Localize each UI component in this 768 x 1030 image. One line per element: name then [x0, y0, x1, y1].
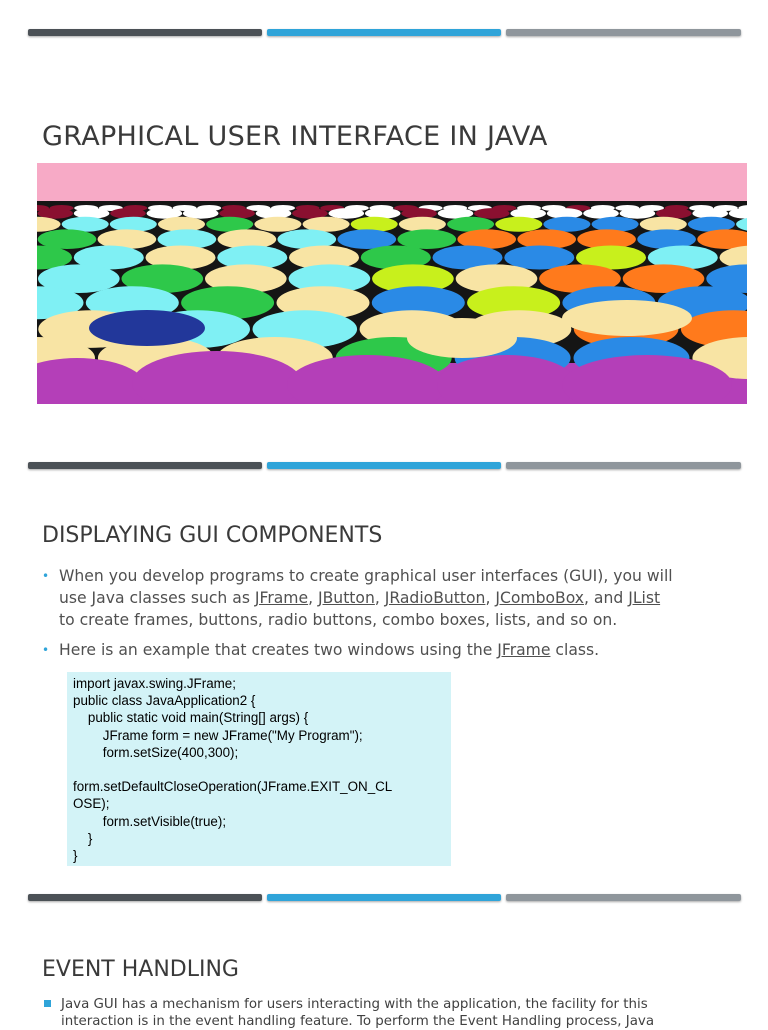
bullet-text: When you develop programs to create graphical user interfaces (GUI), you will [59, 567, 673, 585]
code-line: JFrame form = new JFrame("My Program"); [73, 727, 363, 743]
bullet-text: Here is an example that creates two windows using the [59, 641, 498, 659]
divider-segment-gray [506, 462, 741, 469]
divider-segment-blue [267, 29, 501, 36]
list-item [42, 565, 732, 631]
bullet-list [42, 565, 732, 661]
hero-image [37, 163, 747, 404]
bullet-icon: • [42, 569, 50, 583]
bullet-list [44, 996, 734, 1030]
divider-segment-dark [28, 462, 262, 469]
bullet-text: class. [550, 641, 600, 659]
code-line: OSE); [73, 796, 110, 812]
section-heading: DISPLAYING GUI COMPONENTS [42, 523, 383, 548]
divider-segment-blue [267, 894, 501, 901]
divider-segment-dark [28, 894, 262, 901]
divider-segment-blue [267, 462, 501, 469]
code-line: form.setVisible(true); [73, 813, 227, 829]
code-line: public static void main(String[] args) { [73, 710, 309, 726]
divider-segment-dark [28, 29, 262, 36]
code-line: } [73, 830, 93, 846]
jframe-link[interactable]: JFrame [254, 589, 309, 607]
separator-text: , and [584, 589, 629, 607]
divider-segment-gray [506, 29, 741, 36]
slide-title: GRAPHICAL USER INTERFACE IN JAVA [42, 121, 548, 152]
square-bullet-icon [44, 1000, 51, 1007]
jradiobutton-link[interactable]: JRadioButton [384, 589, 486, 607]
divider-segment-gray [506, 894, 741, 901]
code-line: form.setDefaultCloseOperation(JFrame.EXIT_ON_CL [73, 779, 393, 795]
code-line: } [73, 848, 78, 864]
code-line: import javax.swing.JFrame; [73, 676, 236, 691]
list-item [42, 639, 732, 661]
bullet-text: use Java classes such as [59, 589, 255, 607]
jframe-link[interactable]: JFrame [497, 641, 551, 659]
separator-text: , [485, 589, 496, 607]
jbutton-link[interactable]: JButton [318, 589, 375, 607]
bullet-text: interaction is in the event handling feature. To perform the Event Handling process, Java [61, 1014, 655, 1029]
jlist-link[interactable]: JList [628, 589, 661, 607]
separator-text: , [308, 589, 319, 607]
bullet-icon: • [42, 643, 50, 657]
list-item [44, 996, 734, 1030]
slide-divider [28, 29, 741, 37]
section-heading: EVENT HANDLING [42, 957, 239, 982]
code-line: form.setSize(400,300); [73, 744, 239, 760]
separator-text: , [374, 589, 385, 607]
bullet-text: to create frames, buttons, radio buttons, combo boxes, lists, and so on. [59, 611, 618, 629]
code-line: public class JavaApplication2 { [73, 693, 256, 709]
code-line [73, 761, 445, 778]
slide-divider [28, 894, 741, 902]
code-block [67, 672, 451, 866]
bullet-text: Java GUI has a mechanism for users interacting with the application, the facility for this [61, 997, 648, 1012]
jcombobox-link[interactable]: JComboBox [495, 589, 585, 607]
slide-divider [28, 462, 741, 470]
